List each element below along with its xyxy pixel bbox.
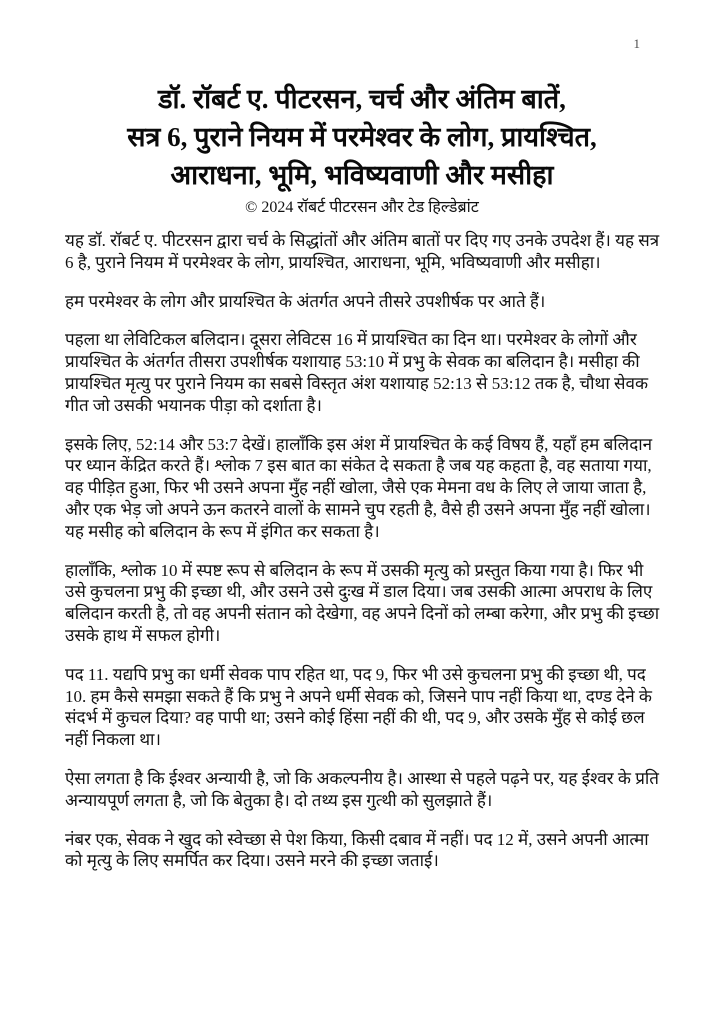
paragraph-3: पहला था लेविटिकल बलिदान। दूसरा लेविटस 16 में प्रायश्चित का दिन था। परमेश्वर के लोगों और प्रायश्चित के अंतर्गत तीसरा उपशीर्षक यशायाह 53:10 में प्रभु के सेवक का बलिदान है। मसीहा की प्रायश्चित मृत्यु पर पुराने नियम का सबसे विस्तृत अंश यशायाह 52:13 से 53:12 तक है, चौथा सेवक गीत जो उसकी भयानक पीड़ा को दर्शाता है। xyxy=(65,330,649,415)
page-number: 1 xyxy=(633,36,640,51)
paragraph-7: ऐसा लगता है कि ईश्वर अन्यायी है, जो कि अकल्पनीय है। आस्था से पहले पढ़ने पर, यह ईश्वर के प्रति अन्यायपूर्ण लगता है, जो कि बेतुका है। दो तथ्य इस गुत्थी को सुलझाते हैं। xyxy=(65,768,659,810)
document-title xyxy=(38,80,686,194)
paragraph-8: नंबर एक, सेवक ने खुद को स्वेच्छा से पेश किया, किसी दबाव में नहीं। पद 12 में, उसने अपनी आत्मा को मृत्यु के लिए समर्पित कर दिया। उसने मरने की इच्छा जताई। xyxy=(65,829,649,871)
paragraph-6: पद 11. यद्यपि प्रभु का धर्मी सेवक पाप रहित था, पद 9, फिर भी उसे कुचलना प्रभु की इच्छा थी, पद 10. हम कैसे समझा सकते हैं कि प्रभु ने अपने धर्मी सेवक को, जिसने पाप नहीं किया था, दण्ड देने के संदर्भ में कुचल दिया? वह पापी था; उसने कोई हिंसा नहीं की थी, पद 9, और उसके मुँह से कोई छल नहीं निकला था। xyxy=(65,664,652,750)
paragraph-2: हम परमेश्वर के लोग और प्रायश्चित के अंतर्गत अपने तीसरे उपशीर्षक पर आते हैं। xyxy=(65,291,546,311)
document-body xyxy=(0,230,724,872)
paragraph-1: यह डॉ. रॉबर्ट ए. पीटरसन द्वारा चर्च के सिद्धांतों और अंतिम बातों पर दिए गए उनके उपदेश हैं। यह सत्र 6 है, पुराने नियम में परमेश्वर के लोग, प्रायश्चित, आराधना, भूमि, भविष्यवाणी और मसीहा। xyxy=(65,231,660,272)
document-title-line-2: सत्र 6, पुराने नियम में परमेश्वर के लोग, प्रायश्चित, xyxy=(127,122,597,152)
document-title-line-3: आराधना, भूमि, भविष्यवाणी और मसीहा xyxy=(170,160,554,190)
document-title-line-1: डॉ. रॉबर्ट ए. पीटरसन, चर्च और अंतिम बातें, xyxy=(158,84,566,114)
paragraph-5: हालाँकि, श्लोक 10 में स्पष्ट रूप से बलिदान के रूप में उसकी मृत्यु को प्रस्तुत किया गया है। फिर भी उसे कुचलना प्रभु की इच्छा थी, और उसने उसे दुःख में डाल दिया। जब उसकी आत्मा अपराध के लिए बलिदान करती है, तो वह अपनी संतान को देखेगा, वह अपने दिनों को लम्बा करेगा, और प्रभु की इच्छा उसके हाथ में सफल होगी। xyxy=(65,560,660,645)
paragraph-4: इसके लिए, 52:14 और 53:7 देखें। हालाँकि इस अंश में प्रायश्चित के कई विषय हैं, यहाँ हम बलिदान पर ध्यान केंद्रित करते हैं। श्लोक 7 इस बात का संकेत दे सकता है जब यह कहता है, वह सताया गया, वह पीड़ित हुआ, फिर भी उसने अपना मुँह नहीं खोला, जैसे एक मेमना वध के लिए ले जाया जाता है, और एक भेड़ जो अपने ऊन कतरने वालों के सामने चुप रहती है, वैसे ही उसने अपना मुँह नहीं खोला। यह मसीह को बलिदान के रूप में इंगित कर सकता है। xyxy=(65,434,653,541)
copyright-line: © 2024 रॉबर्ट पीटरसन और टेड हिल्डेब्रांट xyxy=(245,199,479,216)
